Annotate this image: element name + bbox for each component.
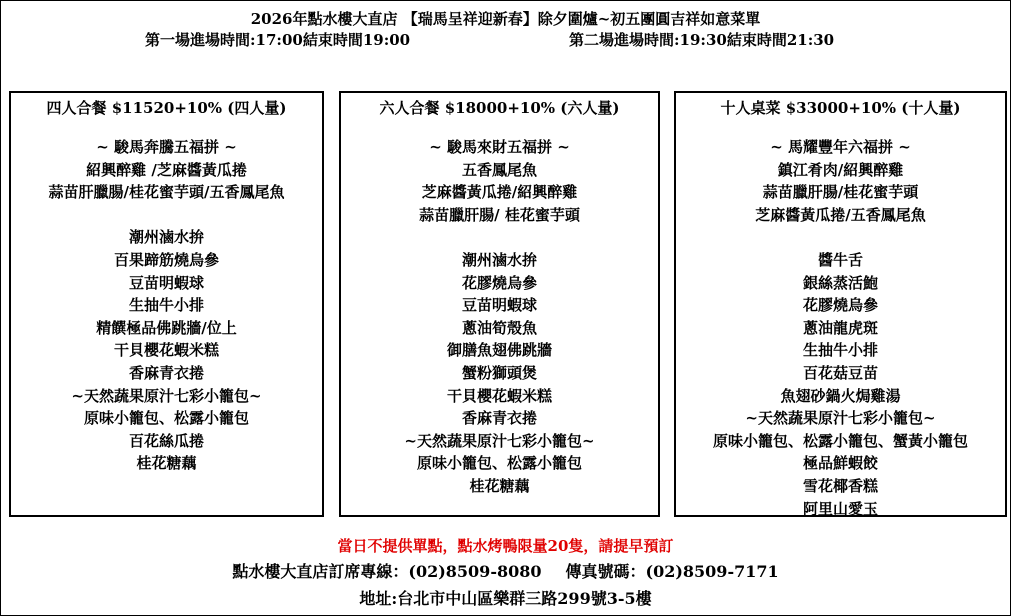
menu-item: 干貝櫻花蝦米糕 [113, 341, 219, 360]
menu-item: 百花絲瓜捲 [128, 431, 204, 450]
menu-item: 生抽牛小排 [802, 341, 878, 360]
menu-box-six-person [339, 91, 660, 517]
menu-item: 桂花糖藕 [136, 454, 197, 473]
menu-item: 蒜苗臘肝腸/ 桂花蜜芋頭 [419, 205, 580, 224]
menu-item: 百花菇豆苗 [802, 363, 878, 382]
menu-item: 香麻青衣捲 [128, 363, 204, 382]
menu-item: 紹興醉雞 /芝麻醬黃瓜捲 [86, 160, 247, 179]
menu-spacer [11, 204, 322, 227]
reservation-phone: 點水樓大直店訂席專線：(02)8509-8080 [232, 562, 542, 581]
session-1-time: 第一場進場時間:17:00結束時間19:00 [145, 31, 411, 49]
menu-item: 桂花糖藕 [469, 476, 530, 495]
menu-item: 極品鮮蝦餃 [802, 454, 878, 473]
menu-item: 百果蹄筋燒烏參 [113, 250, 219, 269]
menu-item: 芝麻醬黃瓜捲/五香鳳尾魚 [755, 205, 926, 224]
menu-list [676, 136, 1005, 520]
notice-text: 當日不提供單點，點水烤鴨限量20隻，請提早預訂 [337, 537, 674, 555]
menu-item: 蒜苗肝臘腸/桂花蜜芋頭/五香鳳尾魚 [48, 183, 285, 202]
menu-item: ~ 駿馬來財五福拼 ~ [429, 138, 570, 156]
menu-item: 雪花椰香糕 [802, 476, 878, 495]
menu-item: 原味小籠包、松露小籠包、蟹黃小籠包 [712, 431, 968, 450]
menu-box-ten-person [674, 91, 1007, 517]
menu-item: 原味小籠包、松露小籠包 [416, 454, 582, 473]
menu-spacer [341, 226, 658, 249]
menu-title: 六人合餐 $18000+10% (六人量) [379, 99, 620, 117]
address-text: 地址:台北市中山區樂群三路299號3-5樓 [359, 589, 652, 608]
menu-spacer [676, 226, 1005, 249]
menu-item: 芝麻醬黃瓜捲/紹興醉雞 [421, 183, 578, 202]
header [1, 9, 1010, 51]
menu-item: 鎮江肴肉/紹興醉雞 [777, 160, 904, 179]
menu-item: 原味小籠包、松露小籠包 [83, 409, 249, 428]
menu-box-four-person [9, 91, 324, 517]
menu-list [341, 136, 658, 498]
menu-item: ~天然蔬果原汁七彩小籠包~ [745, 409, 936, 428]
session-2-time: 第二場進場時間:19:30結束時間21:30 [569, 31, 835, 49]
menu-item: ~天然蔬果原汁七彩小籠包~ [71, 386, 262, 405]
menu-title: 十人桌菜 $33000+10% (十人量) [720, 99, 961, 117]
menu-item: 魚翅砂鍋火焗雞湯 [780, 386, 901, 405]
menu-list [11, 136, 322, 475]
menu-item: ~ 馬耀豐年六福拼 ~ [770, 138, 911, 156]
menu-item: 五香鳳尾魚 [461, 160, 537, 179]
menu-item: 生抽牛小排 [128, 296, 204, 315]
menu-item: 蟹粉獅頭煲 [461, 363, 537, 382]
menu-title: 四人合餐 $11520+10% (四人量) [46, 99, 287, 117]
menu-item: 銀絲蒸活鮑 [802, 273, 878, 292]
menu-item: 干貝櫻花蝦米糕 [446, 386, 552, 405]
contact-line [1, 558, 1010, 585]
menu-item: 潮州滷水拚 [128, 228, 204, 247]
menu-item: 豆苗明蝦球 [128, 273, 204, 292]
menu-item: 醬牛舌 [817, 250, 863, 269]
menu-item: 花膠燒烏參 [802, 296, 878, 315]
menu-item: 御膳魚翅佛跳牆 [446, 341, 552, 360]
menu-item: 阿里山愛玉 [802, 499, 878, 518]
footer [1, 534, 1010, 612]
session-times [1, 29, 1010, 51]
menu-item: 潮州滷水拚 [461, 250, 537, 269]
menu-item: 蔥油龍虎斑 [802, 318, 878, 337]
fax-number: 傳真號碼：(02)8509-7171 [565, 562, 779, 581]
menu-item: 花膠燒烏參 [461, 273, 537, 292]
menu-item: 豆苗明蝦球 [461, 296, 537, 315]
menu-item: 蒜苗臘肝腸/桂花蜜芋頭 [762, 183, 919, 202]
menu-item: ~ 駿馬奔騰五福拼 ~ [96, 138, 237, 156]
menu-item: 蔥油筍殼魚 [461, 318, 537, 337]
menu-item: ~天然蔬果原汁七彩小籠包~ [404, 431, 595, 450]
menu-item: 精饌極品佛跳牆/位上 [96, 318, 237, 337]
page-title: 2026年點水樓大直店 【瑞馬呈祥迎新春】除夕圍爐~初五團圓吉祥如意菜單 [250, 10, 761, 28]
menu-item: 香麻青衣捲 [461, 409, 537, 428]
